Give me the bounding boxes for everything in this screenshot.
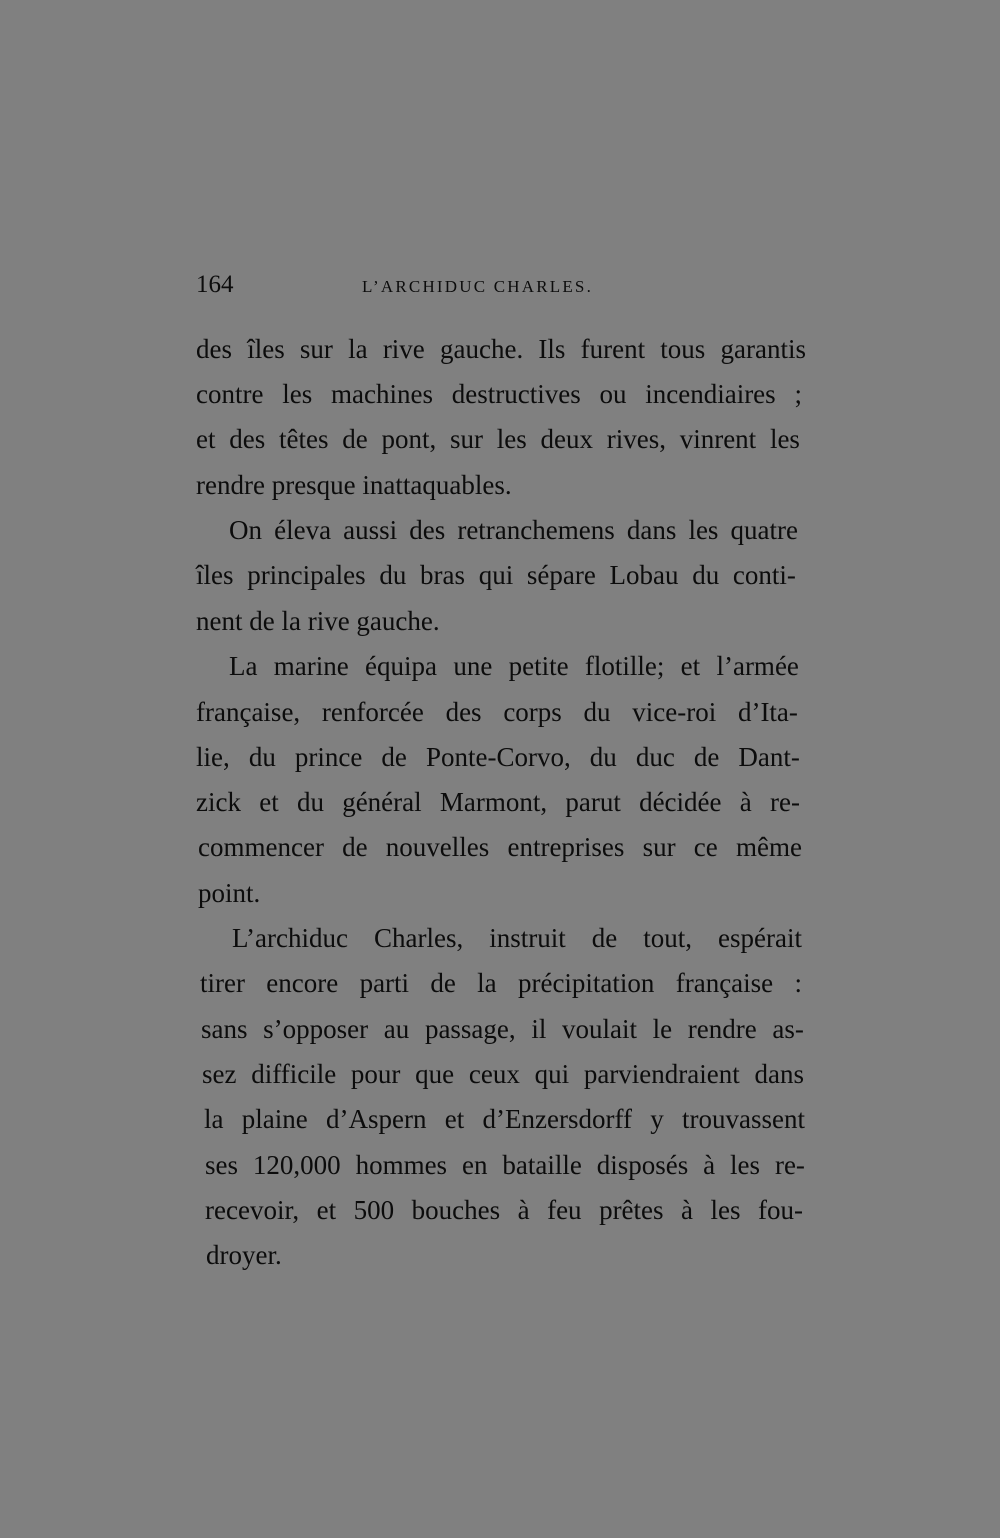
text-line: ses 120,000 hommes en bataille disposés à les re- [205, 1150, 805, 1180]
text-line: point. [198, 878, 261, 908]
running-title: L’ARCHIDUC CHARLES. [362, 277, 594, 296]
text-line: sez difficile pour que ceux qui parviendraient dans [202, 1059, 804, 1089]
text-line: On éleva aussi des retranchemens dans les quatre [229, 515, 798, 545]
text-line: La marine équipa une petite flotille; et l’armée [229, 651, 799, 681]
text-line: zick et du général Marmont, parut décidée à re- [196, 787, 800, 817]
text-line: contre les machines destructives ou incendiaires ; [196, 379, 802, 409]
text-line: rendre presque inattaquables. [196, 470, 512, 500]
text-line: tirer encore parti de la précipitation française : [200, 968, 802, 998]
text-line: commencer de nouvelles entreprises sur ce même [198, 832, 802, 862]
text-line: et des têtes de pont, sur les deux rives, vinrent les [196, 424, 800, 454]
text-line: L’archiduc Charles, instruit de tout, espérait [232, 923, 802, 953]
page-header [196, 268, 806, 308]
text-line: lie, du prince de Ponte-Corvo, du duc de Dant- [196, 742, 800, 772]
text-line: nent de la rive gauche. [196, 606, 440, 636]
text-line: droyer. [206, 1240, 282, 1270]
text-line: des îles sur la rive gauche. Ils furent tous garantis [196, 334, 806, 364]
text-line: sans s’opposer au passage, il voulait le rendre as- [201, 1014, 804, 1044]
text-line: îles principales du bras qui sépare Lobau du conti- [196, 560, 796, 590]
text-line: la plaine d’Aspern et d’Enzersdorff y trouvassent [204, 1104, 805, 1134]
text-line: française, renforcée des corps du vice-roi d’Ita- [196, 697, 798, 727]
page-number: 164 [196, 271, 234, 298]
text-line: recevoir, et 500 bouches à feu prêtes à les fou- [205, 1195, 803, 1225]
